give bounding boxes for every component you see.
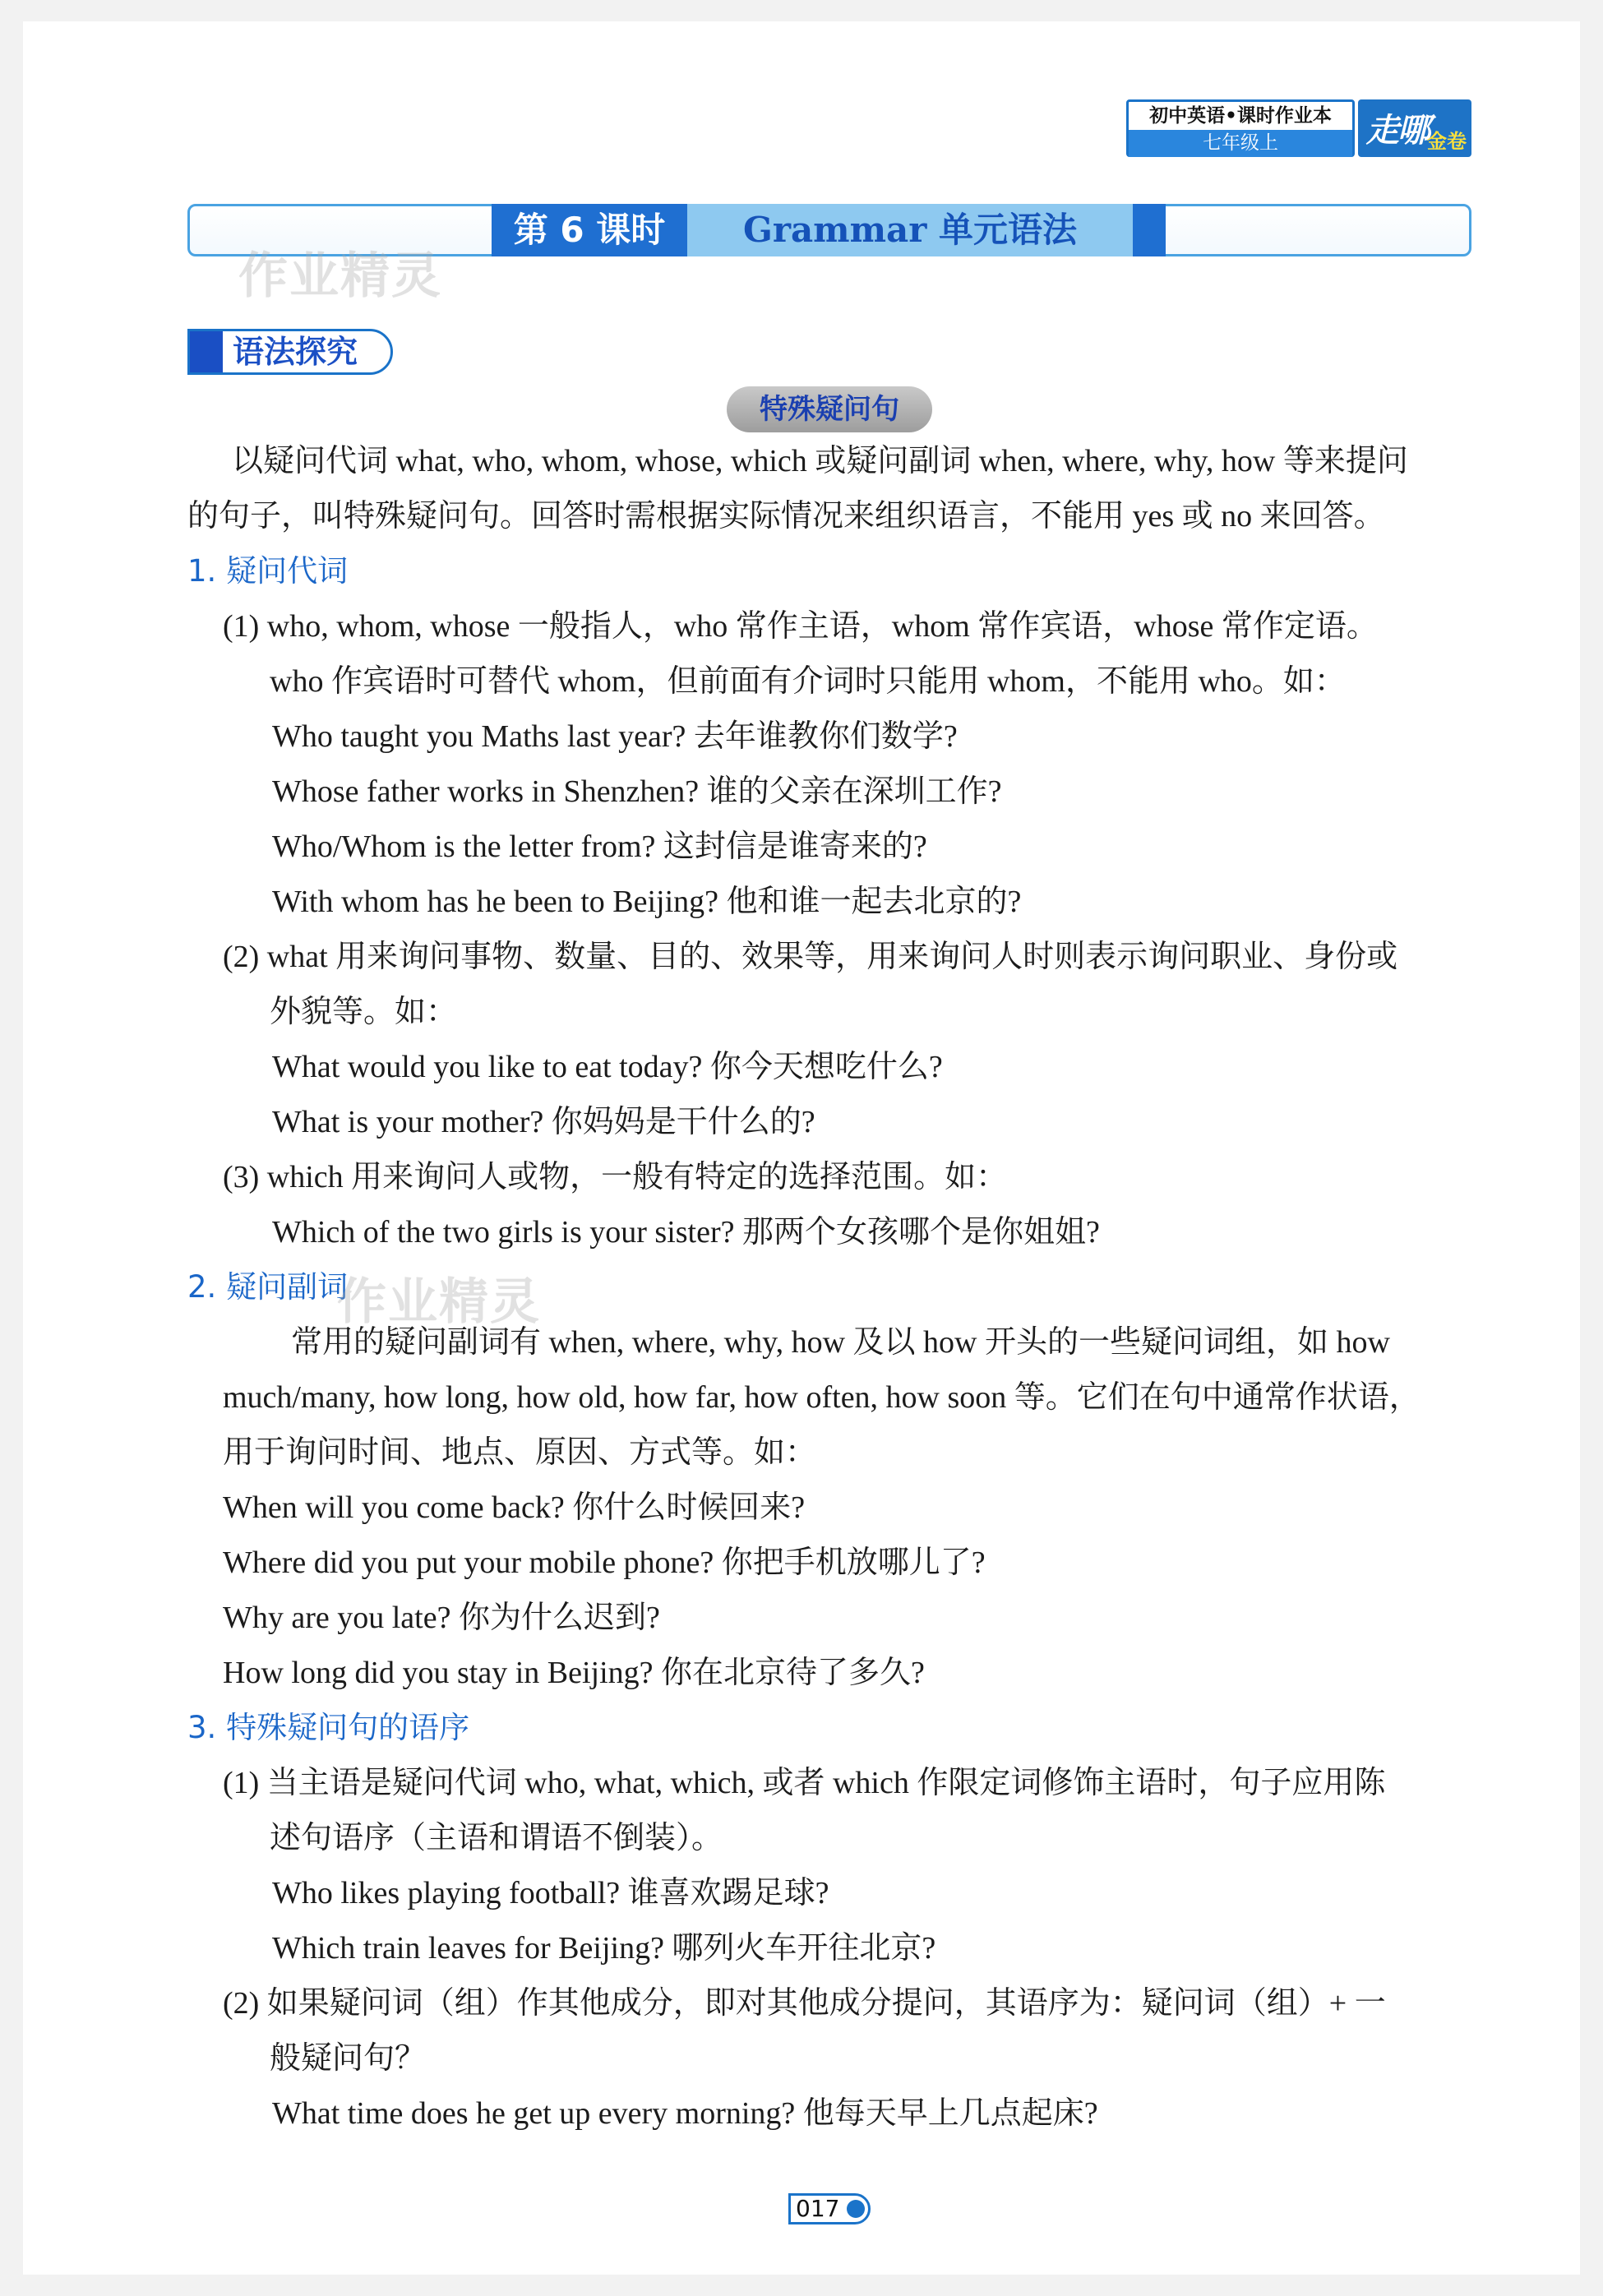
part1-line: (1) who, whom, whose 一般指人，who 常作主语，whom 常作宾语，whose 常作定语。 [223,609,1378,644]
topic-pill: 特殊疑问句 [727,386,932,432]
part3-line: (1) 当主语是疑问代词 who, what, which, 或者 which 作限定词修饰主语时，句子应用陈 [223,1766,1386,1800]
section-label: 语法探究 [233,334,358,370]
example-sentence: With whom has he been to Beijing? 他和谁一起去北京的? [272,885,1022,919]
page [23,21,1580,2275]
example-sentence: Whose father works in Shenzhen? 谁的父亲在深圳工作? [272,774,1002,809]
part3-line: 述句语序（主语和谓语不倒装）。 [270,1821,723,1855]
header-badge [1126,99,1471,157]
lesson-number: 第 6 课时 [492,204,687,256]
page-number [788,2193,871,2224]
part1-line: who 作宾语时可替代 whom，但前面有介词时只能用 whom，不能用 who。如： [270,664,1346,699]
example-sentence: How long did you stay in Beijing? 你在北京待了多久? [223,1656,925,1690]
part1-heading: 1. 疑问代词 [187,553,349,589]
example-sentence: What time does he get up every morning? 他每天早上几点起床? [272,2096,1098,2131]
brand-logo [1358,99,1471,157]
example-sentence: Who taught you Maths last year? 去年谁教你们数学? [272,719,958,754]
section-tag [187,329,393,375]
example-sentence: Which train leaves for Beijing? 哪列火车开往北京? [272,1931,936,1966]
part2-line: 常用的疑问副词有 when, where, why, how 及以 how 开头的一些疑问词组，如 how [291,1325,1390,1360]
example-sentence: Where did you put your mobile phone? 你把手机放哪儿了? [223,1545,986,1580]
brand-sub: 金卷 [1427,130,1467,153]
series-box [1126,99,1355,157]
watermark-top: 作业精灵 [238,247,442,305]
example-sentence: Who likes playing football? 谁喜欢踢足球? [272,1876,829,1910]
part1-line: (3) which 用来询问人或物，一般有特定的选择范围。如： [223,1160,1008,1194]
part2-line: much/many, how long, how old, how far, how often, how soon 等。它们在句中通常作状语， [223,1380,1421,1415]
intro-line-2: 的句子，叫特殊疑问句。回答时需根据实际情况来组织语言，不能用 yes 或 no 来回答。 [187,499,1385,534]
page-dot-icon [847,2200,865,2218]
intro-line-1: 以疑问代词 what, who, whom, whose, which 或疑问副词 when, where, why, how 等来提问 [232,444,1408,478]
example-sentence: What is your mother? 你妈妈是干什么的? [272,1105,815,1139]
watermark-mid: 作业精灵 [337,1273,541,1331]
title-accent-bar [1133,204,1166,256]
part2-heading: 2. 疑问副词 [187,1269,349,1305]
page-number-text: 017 [796,2195,840,2222]
example-sentence: When will you come back? 你什么时候回来? [223,1490,806,1525]
part1-line: 外貌等。如： [270,995,458,1029]
example-sentence: Which of the two girls is your sister? 那两个女孩哪个是你姐姐? [272,1215,1100,1250]
part3-heading: 3. 特殊疑问句的语序 [187,1710,470,1745]
part3-line: 般疑问句？ [270,2041,427,2076]
section-square-icon [190,331,223,372]
part2-line: 用于询问时间、地点、原因、方式等。如： [223,1435,817,1470]
example-sentence: What would you like to eat today? 你今天想吃什么? [272,1050,943,1084]
grade-label: 七年级上 [1129,130,1352,157]
example-sentence: Why are you late? 你为什么迟到? [223,1601,660,1635]
lesson-title: Grammar 单元语法 [687,204,1133,256]
part1-line: (2) what 用来询问事物、数量、目的、效果等，用来询问人时则表示询问职业、身份或 [223,940,1398,974]
example-sentence: Who/Whom is the letter from? 这封信是谁寄来的? [272,829,927,864]
brand-name: 走哪 [1366,112,1429,150]
series-title: 初中英语•课时作业本 [1149,105,1332,127]
part3-line: (2) 如果疑问词（组）作其他成分，即对其他成分提问，其语序为：疑问词（组）+ 一 [223,1986,1386,2021]
